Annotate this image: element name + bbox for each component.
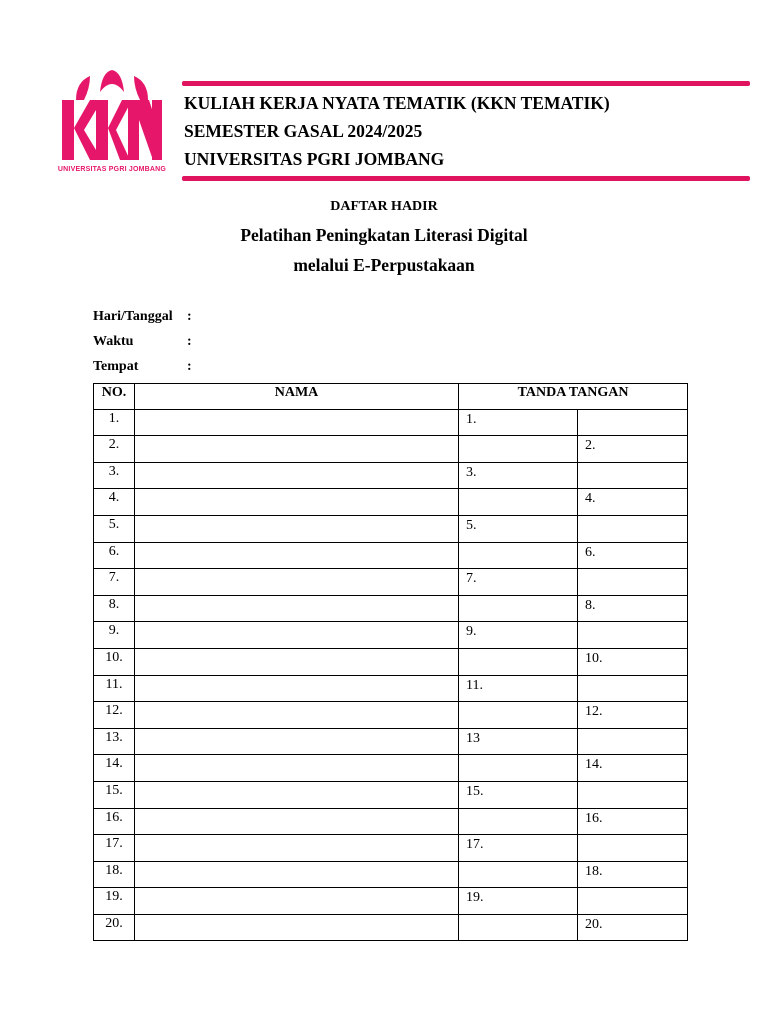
table-row	[94, 622, 688, 649]
signature-cell-right: 2.	[578, 436, 688, 463]
row-number: 2.	[94, 436, 135, 463]
signature-cell-right: 8.	[578, 595, 688, 622]
info-row-time	[93, 334, 192, 350]
signature-cell-left: 19.	[459, 888, 578, 915]
name-cell	[135, 515, 459, 542]
header-program-title: KULIAH KERJA NYATA TEMATIK (KKN TEMATIK)	[184, 93, 610, 113]
table-row	[94, 781, 688, 808]
signature-cell-left	[459, 861, 578, 888]
table-header-row	[94, 384, 688, 410]
table-row	[94, 728, 688, 755]
signature-cell-right: 16.	[578, 808, 688, 835]
name-cell	[135, 675, 459, 702]
kkn-logo	[56, 70, 168, 178]
column-header-no: NO.	[94, 384, 135, 410]
name-cell	[135, 648, 459, 675]
table-row	[94, 462, 688, 489]
attendance-table	[93, 383, 688, 941]
name-cell	[135, 595, 459, 622]
signature-cell-right	[578, 728, 688, 755]
signature-cell-left: 5.	[459, 515, 578, 542]
info-label-place: Tempat	[93, 359, 139, 374]
table-row	[94, 409, 688, 436]
info-label-time: Waktu	[93, 334, 134, 349]
row-number: 3.	[94, 462, 135, 489]
row-number: 7.	[94, 569, 135, 596]
info-sep-date: :	[187, 309, 192, 324]
signature-cell-right	[578, 622, 688, 649]
row-number: 12.	[94, 702, 135, 729]
table-row	[94, 835, 688, 862]
name-cell	[135, 489, 459, 516]
signature-cell-left	[459, 755, 578, 782]
row-number: 20.	[94, 914, 135, 941]
kkn-logo-mark	[56, 70, 168, 166]
name-cell	[135, 914, 459, 941]
name-cell	[135, 728, 459, 755]
row-number: 8.	[94, 595, 135, 622]
name-cell	[135, 808, 459, 835]
document-subtitle-line1: Pelatihan Peningkatan Literasi Digital	[240, 225, 528, 245]
table-row	[94, 648, 688, 675]
signature-cell-left: 3.	[459, 462, 578, 489]
row-number: 9.	[94, 622, 135, 649]
row-number: 15.	[94, 781, 135, 808]
info-sep-time: :	[187, 334, 192, 349]
document-title: DAFTAR HADIR	[330, 199, 438, 214]
signature-cell-right: 18.	[578, 861, 688, 888]
signature-cell-left	[459, 489, 578, 516]
signature-cell-left: 9.	[459, 622, 578, 649]
signature-cell-right	[578, 835, 688, 862]
name-cell	[135, 861, 459, 888]
table-row	[94, 489, 688, 516]
row-number: 5.	[94, 515, 135, 542]
table-row	[94, 914, 688, 941]
signature-cell-right	[578, 569, 688, 596]
signature-cell-right: 4.	[578, 489, 688, 516]
name-cell	[135, 569, 459, 596]
column-header-name: NAMA	[135, 384, 459, 410]
name-cell	[135, 622, 459, 649]
signature-cell-right	[578, 781, 688, 808]
name-cell	[135, 436, 459, 463]
row-number: 19.	[94, 888, 135, 915]
name-cell	[135, 462, 459, 489]
header-semester: SEMESTER GASAL 2024/2025	[184, 121, 423, 141]
signature-cell-left	[459, 436, 578, 463]
row-number: 14.	[94, 755, 135, 782]
table-row	[94, 755, 688, 782]
signature-cell-right: 6.	[578, 542, 688, 569]
row-number: 16.	[94, 808, 135, 835]
signature-cell-left	[459, 542, 578, 569]
row-number: 11.	[94, 675, 135, 702]
signature-cell-right	[578, 888, 688, 915]
info-row-place	[93, 359, 192, 375]
table-row	[94, 569, 688, 596]
info-row-date	[93, 309, 192, 325]
signature-cell-left: 15.	[459, 781, 578, 808]
signature-cell-right	[578, 515, 688, 542]
table-row	[94, 808, 688, 835]
table-row	[94, 702, 688, 729]
logo-caption: UNIVERSITAS PGRI JOMBANG	[57, 166, 167, 173]
row-number: 6.	[94, 542, 135, 569]
signature-cell-right: 10.	[578, 648, 688, 675]
name-cell	[135, 888, 459, 915]
table-row	[94, 515, 688, 542]
table-row	[94, 675, 688, 702]
info-sep-place: :	[187, 359, 192, 374]
signature-cell-left	[459, 648, 578, 675]
row-number: 13.	[94, 728, 135, 755]
header-rule-top	[182, 81, 750, 86]
signature-cell-left: 11.	[459, 675, 578, 702]
name-cell	[135, 702, 459, 729]
signature-cell-right: 20.	[578, 914, 688, 941]
row-number: 4.	[94, 489, 135, 516]
info-label-date: Hari/Tanggal	[93, 309, 173, 324]
header-university: UNIVERSITAS PGRI JOMBANG	[184, 149, 445, 169]
name-cell	[135, 755, 459, 782]
name-cell	[135, 835, 459, 862]
table-row	[94, 542, 688, 569]
signature-cell-right: 12.	[578, 702, 688, 729]
table-row	[94, 595, 688, 622]
signature-cell-right	[578, 409, 688, 436]
row-number: 1.	[94, 409, 135, 436]
signature-cell-left: 13	[459, 728, 578, 755]
signature-cell-left: 7.	[459, 569, 578, 596]
signature-cell-right	[578, 462, 688, 489]
table-row	[94, 888, 688, 915]
signature-cell-left	[459, 808, 578, 835]
column-header-signature: TANDA TANGAN	[459, 384, 688, 410]
signature-cell-left	[459, 702, 578, 729]
table-row	[94, 861, 688, 888]
signature-cell-right	[578, 675, 688, 702]
signature-cell-left	[459, 914, 578, 941]
row-number: 10.	[94, 648, 135, 675]
document-subtitle-line2: melalui E-Perpustakaan	[293, 255, 475, 275]
row-number: 18.	[94, 861, 135, 888]
row-number: 17.	[94, 835, 135, 862]
header-rule-bottom	[182, 176, 750, 181]
name-cell	[135, 542, 459, 569]
signature-cell-left: 1.	[459, 409, 578, 436]
signature-cell-left: 17.	[459, 835, 578, 862]
signature-cell-left	[459, 595, 578, 622]
signature-cell-right: 14.	[578, 755, 688, 782]
table-row	[94, 436, 688, 463]
name-cell	[135, 781, 459, 808]
name-cell	[135, 409, 459, 436]
